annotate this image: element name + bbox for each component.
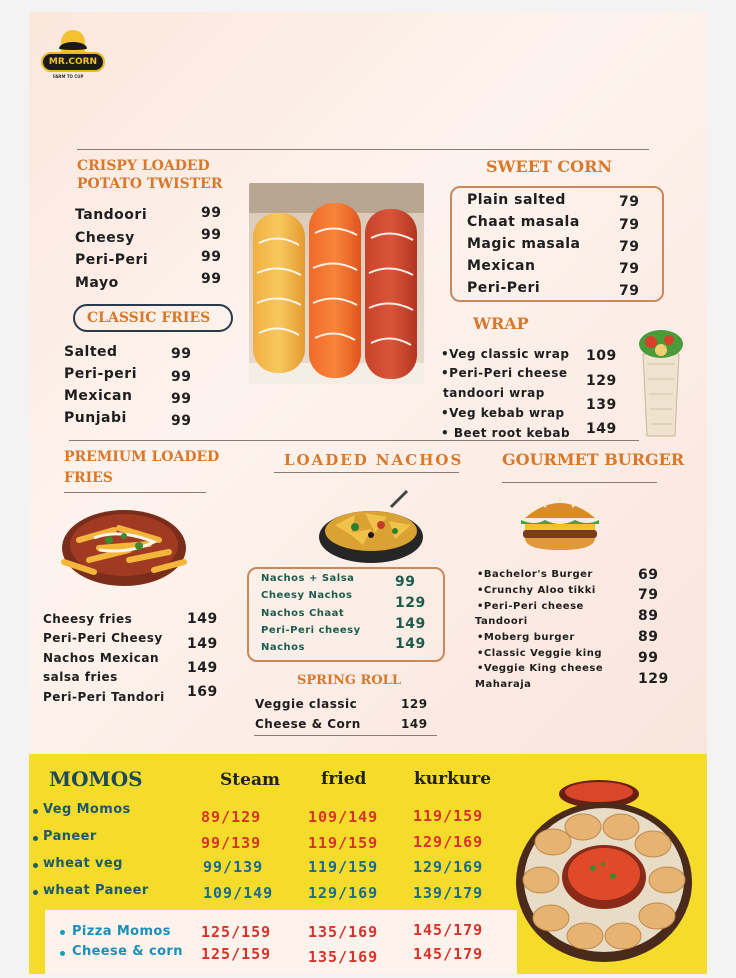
twister-item-name: Mayo: [75, 275, 119, 291]
fries-item-name: Punjabi: [64, 410, 127, 426]
logo-tagline: FARM TO CUP: [53, 74, 84, 79]
fries-item-price: 99: [171, 391, 192, 407]
nachos-item-price: 99: [395, 574, 416, 590]
momos-special-panel: [45, 910, 517, 974]
burger-item-name: •Crunchy Aloo tikki: [477, 585, 596, 596]
nachos-item-name: Nachos Chaat: [261, 608, 345, 619]
fries-item-price: 99: [171, 346, 192, 362]
momo-price-fried: 135/169: [308, 948, 379, 966]
momo-price-kurkure: 129/169: [413, 858, 484, 876]
spring-roll-item-name: Cheese & Corn: [255, 717, 361, 731]
wrap-item-price: 139: [586, 397, 617, 413]
wrap-item-name: • Beet root kebab: [441, 426, 571, 440]
fries-item-name: Salted: [64, 344, 118, 360]
burger-item-price: 99: [638, 650, 659, 666]
spring-roll-title: SPRING ROLL: [297, 673, 401, 688]
sweet-corn-item-name: Magic masala: [467, 236, 581, 252]
menu-page: [29, 12, 707, 974]
sweet-corn-item-price: 79: [619, 261, 640, 277]
burger-item-name: •Peri-Peri cheese: [477, 601, 584, 612]
divider: [69, 440, 639, 441]
premium-fries-item-name: Cheesy fries: [43, 612, 133, 626]
twister-item-name: Tandoori: [75, 207, 148, 223]
classic-fries-title: CLASSIC FRIES: [87, 310, 211, 326]
premium-fries-title-2: FRIES: [64, 470, 113, 486]
wrap-item-price: 129: [586, 373, 617, 389]
potato-twister-title-2: POTATO TWISTER: [77, 176, 223, 192]
wrap-item-name: •Veg classic wrap: [441, 347, 570, 361]
momos-col-steam: Steam: [220, 770, 280, 790]
fries-item-price: 99: [171, 369, 192, 385]
momo-item-name: Paneer: [43, 829, 97, 844]
burger-item-name: •Classic Veggie king: [477, 648, 602, 659]
fries-item-name: Mexican: [64, 388, 133, 404]
momo-item-name: Cheese & corn: [72, 944, 183, 959]
twister-item-name: Cheesy: [75, 230, 135, 246]
wrap-photo: [635, 324, 687, 442]
momo-price-steam: 99/139: [203, 858, 264, 876]
momo-price-steam: 109/149: [203, 884, 274, 902]
sweet-corn-item-name: Plain salted: [467, 192, 566, 208]
sweet-corn-item-price: 79: [619, 283, 640, 299]
burger-item-price: 69: [638, 567, 659, 583]
nachos-item-price: 129: [395, 595, 426, 611]
momo-item-name: wheat Paneer: [43, 883, 149, 898]
momo-price-fried: 135/169: [308, 923, 379, 941]
sweet-corn-item-name: Chaat masala: [467, 214, 580, 230]
logo-text: MR.CORN: [41, 52, 105, 72]
twister-item-name: Peri-Peri: [75, 252, 149, 268]
bullet-icon: [33, 890, 38, 895]
momo-price-kurkure: 139/179: [413, 884, 484, 902]
nachos-item-name: Nachos + Salsa: [261, 573, 355, 584]
momo-price-kurkure: 119/159: [413, 807, 484, 825]
burger-item-name: •Veggie King cheese: [477, 663, 604, 674]
momo-price-fried: 119/159: [308, 858, 379, 876]
sweet-corn-title: SWEET CORN: [486, 157, 612, 176]
momo-price-fried: 119/159: [308, 834, 379, 852]
sweet-corn-item-name: Peri-Peri: [467, 280, 541, 296]
burger-item-name-cont: Tandoori: [475, 616, 528, 627]
premium-fries-item-name: Peri-Peri Cheesy: [43, 631, 163, 645]
momo-price-steam: 125/159: [201, 923, 272, 941]
burger-item-name: •Moberg burger: [477, 632, 575, 643]
momos-title: MOMOS: [49, 767, 143, 791]
spring-roll-item-price: 149: [401, 717, 428, 731]
sweet-corn-item-price: 79: [619, 217, 640, 233]
bullet-icon: [33, 863, 38, 868]
potato-twister-title-1: CRISPY LOADED: [77, 158, 210, 174]
burger-item-name-cont: Maharaja: [475, 679, 532, 690]
premium-fries-item-price: 149: [187, 636, 218, 652]
potato-twister-photo: [249, 183, 424, 384]
divider: [274, 472, 459, 473]
momo-item-name: wheat veg: [43, 856, 123, 871]
divider: [64, 492, 206, 493]
premium-fries-title-1: PREMIUM LOADED: [64, 449, 220, 465]
divider: [254, 735, 437, 736]
momo-price-steam: 99/139: [201, 834, 262, 852]
twister-item-price: 99: [201, 227, 222, 243]
premium-fries-item-name-cont: salsa fries: [43, 670, 118, 684]
burger-item-price: 89: [638, 629, 659, 645]
momo-item-name: Veg Momos: [43, 802, 131, 817]
premium-fries-item-name: Peri-Peri Tandori: [43, 690, 165, 704]
premium-fries-photo: [59, 500, 189, 590]
twister-item-price: 99: [201, 205, 222, 221]
momos-col-kurkure: kurkure: [414, 769, 492, 789]
wrap-title: WRAP: [473, 314, 529, 333]
nachos-photo: [315, 485, 427, 567]
sweet-corn-item-price: 79: [619, 239, 640, 255]
divider: [449, 149, 649, 150]
momo-price-steam: 125/159: [201, 945, 272, 963]
fries-item-name: Peri-peri: [64, 366, 137, 382]
burger-item-price: 129: [638, 671, 669, 687]
sweet-corn-item-price: 79: [619, 194, 640, 210]
wrap-item-name: •Veg kebab wrap: [441, 406, 565, 420]
nachos-item-price: 149: [395, 636, 426, 652]
burger-item-price: 89: [638, 608, 659, 624]
momos-photo: [513, 772, 695, 968]
momo-price-fried: 129/169: [308, 884, 379, 902]
bullet-icon: [60, 930, 65, 935]
momo-price-kurkure: 145/179: [413, 921, 484, 939]
nachos-item-name: Peri-Peri cheesy: [261, 625, 361, 636]
premium-fries-item-name: Nachos Mexican: [43, 651, 160, 665]
momo-item-name: Pizza Momos: [72, 924, 171, 939]
momo-price-kurkure: 145/179: [413, 945, 484, 963]
nachos-item-name-cont: Nachos: [261, 642, 305, 653]
bullet-icon: [60, 951, 65, 956]
nachos-title: LOADED NACHOS: [284, 451, 464, 469]
momos-col-fried: fried: [321, 769, 367, 789]
spring-roll-item-name: Veggie classic: [255, 697, 358, 711]
divider: [502, 482, 657, 483]
nachos-item-price: 149: [395, 616, 426, 632]
bullet-icon: [33, 809, 38, 814]
twister-item-price: 99: [201, 271, 222, 287]
burger-item-price: 79: [638, 587, 659, 603]
momo-price-steam: 89/129: [201, 808, 262, 826]
nachos-item-name: Cheesy Nachos: [261, 590, 353, 601]
premium-fries-item-price: 149: [187, 660, 218, 676]
premium-fries-item-price: 169: [187, 684, 218, 700]
wrap-item-price: 109: [586, 348, 617, 364]
bullet-icon: [33, 836, 38, 841]
momo-price-fried: 109/149: [308, 808, 379, 826]
spring-roll-item-price: 129: [401, 697, 428, 711]
brand-logo: [41, 28, 105, 88]
fries-item-price: 99: [171, 413, 192, 429]
premium-fries-item-price: 149: [187, 611, 218, 627]
twister-item-price: 99: [201, 249, 222, 265]
wrap-item-price: 149: [586, 421, 617, 437]
burger-photo: [515, 488, 605, 558]
wrap-item-name-cont: tandoori wrap: [443, 386, 545, 400]
mustache-icon: [59, 42, 87, 50]
momo-price-kurkure: 129/169: [413, 833, 484, 851]
sweet-corn-item-name: Mexican: [467, 258, 536, 274]
burger-item-name: •Bachelor's Burger: [477, 569, 593, 580]
burger-title: GOURMET BURGER: [502, 450, 685, 469]
wrap-item-name: •Peri-Peri cheese: [441, 366, 568, 380]
